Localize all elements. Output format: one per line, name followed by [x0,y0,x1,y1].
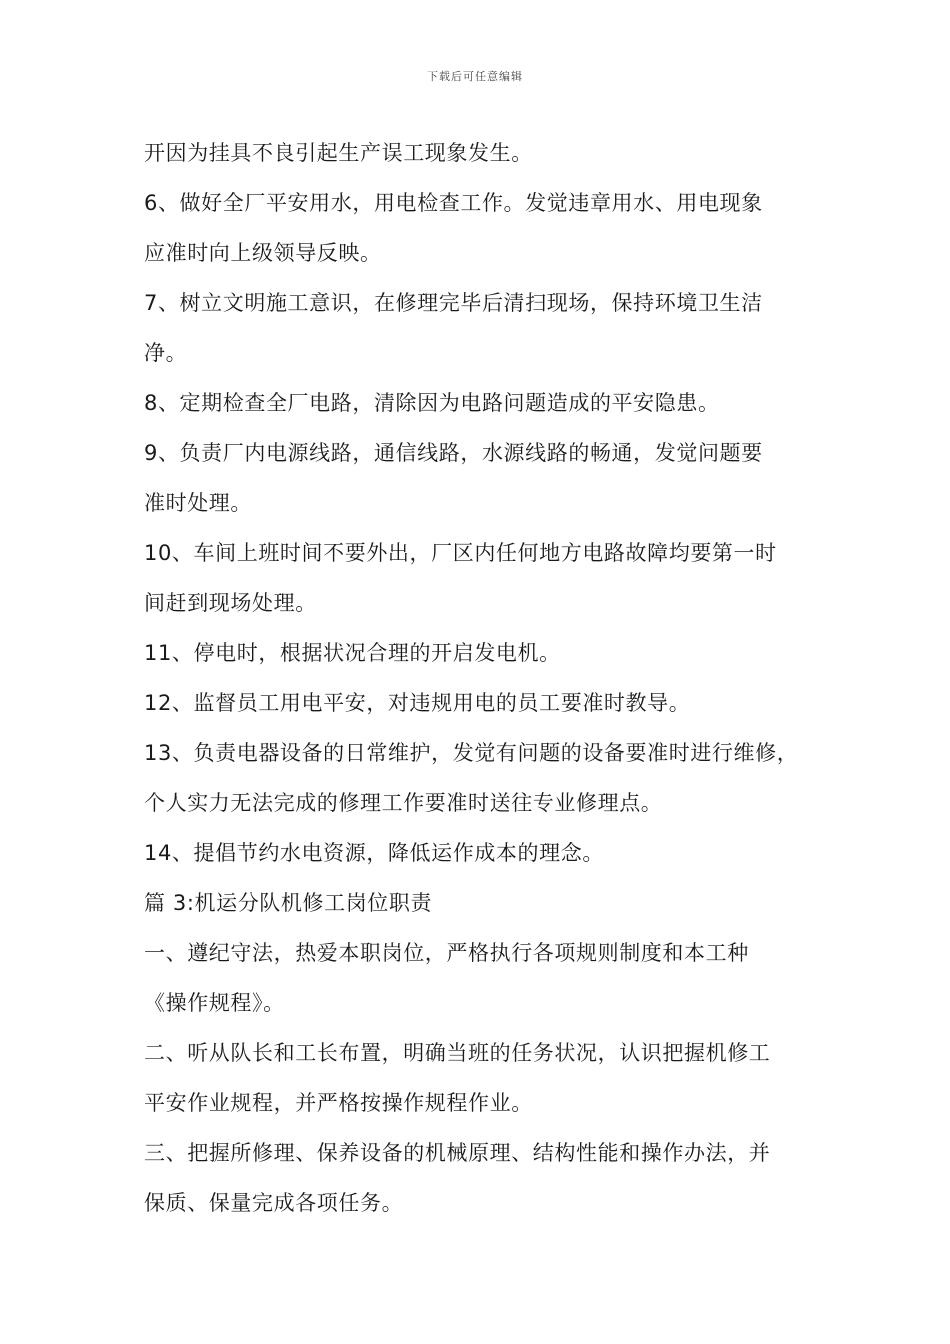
text-line: 准时处理。 [144,491,252,515]
text-line: 间赶到现场处理。 [144,591,317,615]
text-line: 净。 [144,341,188,365]
text-line: 7、树立文明施工意识，在修理完毕后清扫现场，保持环境卫生洁 [144,291,763,315]
text-line: 个人实力无法完成的修理工作要准时送往专业修理点。 [144,791,663,815]
text-line: 9、负责厂内电源线路，通信线路，水源线路的畅通，发觉问题要 [144,441,763,465]
text-line: 一、遵纪守法，热爱本职岗位，严格执行各项规则制度和本工种 [144,941,749,965]
text-line: 6、做好全厂平安用水，用电检查工作。发觉违章用水、用电现象 [144,191,763,215]
text-line: 8、定期检查全厂电路，清除因为电路问题造成的平安隐患。 [144,391,720,415]
text-line: 三、把握所修理、保养设备的机械原理、结构性能和操作办法，并 [144,1141,771,1165]
text-line: 开因为挂具不良引起生产误工现象发生。 [144,141,533,165]
section-heading: 篇 3:机运分队机修工岗位职责 [144,891,433,915]
text-line: 保质、保量完成各项任务。 [144,1191,404,1215]
text-line: 14、提倡节约水电资源，降低运作成本的理念。 [144,841,604,865]
text-line: 11、停电时，根据状况合理的开启发电机。 [144,641,561,665]
body-text [144,130,824,1230]
text-line: 13、负责电器设备的日常维护，发觉有问题的设备要准时进行维修， [144,741,799,765]
text-line: 平安作业规程，并严格按操作规程作业。 [144,1091,533,1115]
text-line: 应准时向上级领导反映。 [144,241,382,265]
text-line: 10、车间上班时间不要外出，厂区内任何地方电路故障均要第一时 [144,541,777,565]
text-line: 二、听从队长和工长布置，明确当班的任务状况，认识把握机修工 [144,1041,771,1065]
page-header: 下载后可任意编辑 [427,70,523,83]
text-line: 《操作规程》。 [144,991,285,1015]
text-line: 12、监督员工用电平安，对违规用电的员工要准时教导。 [144,691,691,715]
